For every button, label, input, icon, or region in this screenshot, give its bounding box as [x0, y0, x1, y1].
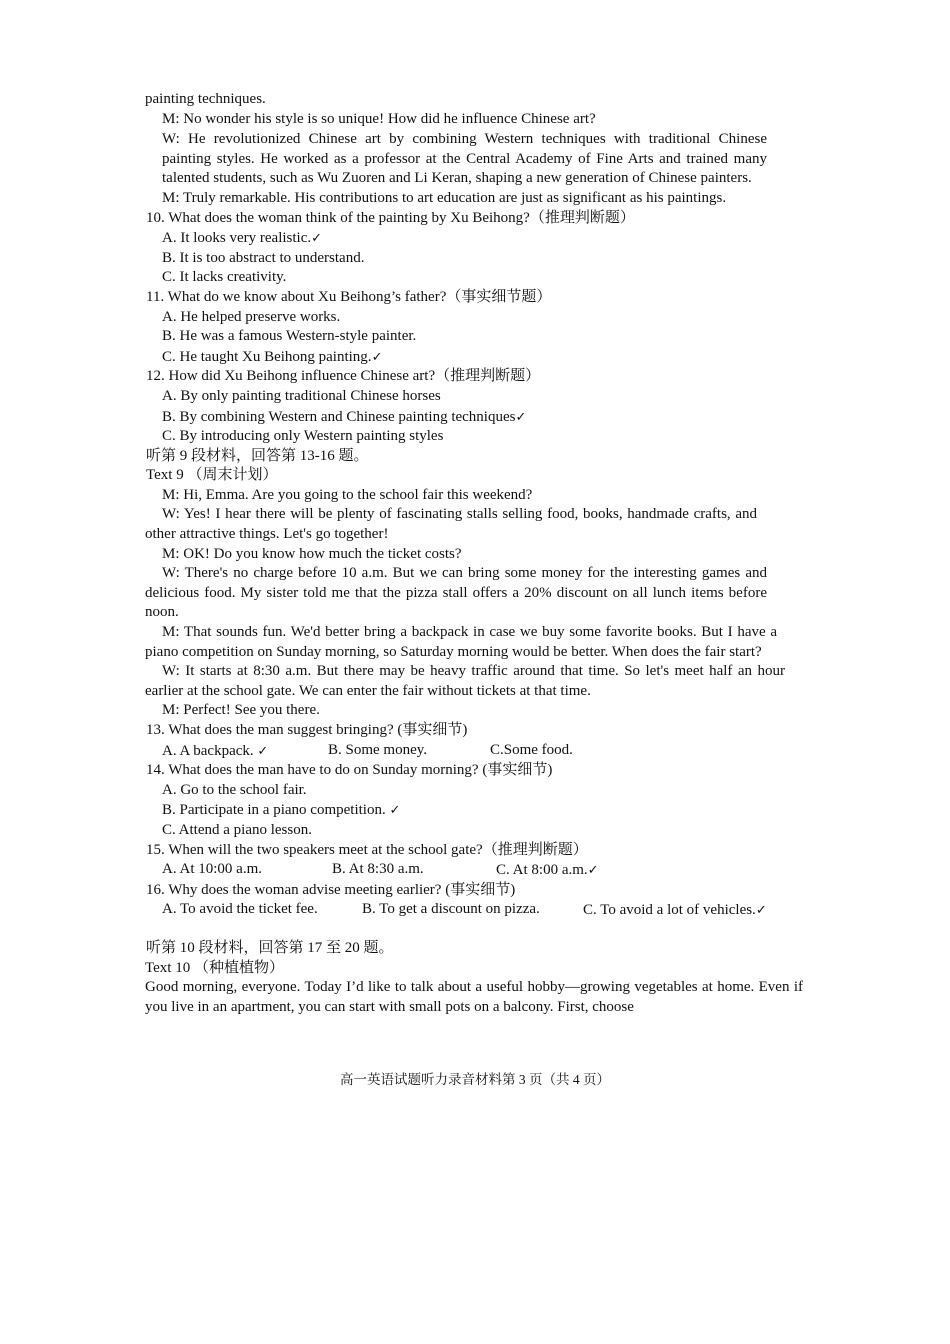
check-mark-icon: ✓ — [311, 230, 323, 246]
option: C. By introducing only Western painting styles — [162, 428, 444, 445]
option-text: C. He taught Xu Beihong painting. — [162, 348, 372, 365]
option — [496, 860, 599, 881]
check-mark-icon: ✓ — [755, 902, 767, 918]
monologue-paragraph: Good morning, everyone. Today I’d like to talk about a useful hobby—growing vegetables at home. Even if you live in an apartment, you can start with small pots on a balcony. First, choose — [145, 979, 803, 1015]
dialogue-line: M: OK! Do you know how much the ticket costs? — [162, 545, 462, 562]
check-mark-icon: ✓ — [371, 348, 383, 364]
dialogue-paragraph: M: That sounds fun. We'd better bring a backpack in case we buy some favorite books. But I have a piano competition on Sunday morning, so Saturday morning would be better. When does the fair start? — [145, 624, 777, 660]
dialogue-paragraph: W: Yes! I hear there will be plenty of fascinating stalls selling food, books, handmade crafts, and other attractive things. Let's go together! — [145, 506, 757, 543]
option: C. Attend a piano lesson. — [162, 821, 312, 838]
question-10: 10. What does the woman think of the painting by Xu Beihong?（推理判断题） — [146, 209, 635, 226]
question-13: 13. What does the man suggest bringing? (事实细节) — [146, 722, 468, 738]
text-heading-10: Text 10 （种植植物） — [145, 959, 284, 976]
section-heading-10: 听第 10 段材料，回答第 17 至 20 题。 — [146, 939, 394, 956]
dialogue-text: W: He revolutionized Chinese art by combining Western techniques with traditional Chinese painting styles. He worked as a professor at the Central Academy of Fine Arts and trained many talented students, such as Wu Zuoren and Li Keran, shaping a new generation of Chinese painters. — [162, 131, 767, 187]
page-footer: 高一英语试题听力录音材料第 3 页（共 4 页） — [340, 1072, 610, 1087]
check-mark-icon: ✓ — [257, 742, 269, 758]
dialogue-paragraph — [145, 130, 767, 189]
option: B. Some money. — [328, 741, 428, 758]
option — [583, 900, 767, 921]
option-text: B. By combining Western and Chinese painting techniques — [162, 408, 516, 425]
option — [145, 407, 805, 428]
option: B. He was a famous Western-style painter. — [162, 328, 417, 345]
document-body — [145, 90, 805, 1017]
option-text: C. At 8:00 a.m. — [496, 862, 588, 879]
dialogue-line: M: No wonder his style is so unique! How did he influence Chinese art? — [162, 110, 596, 127]
option-text: B. Participate in a piano competition. — [162, 802, 386, 819]
option-text: A. It looks very realistic. — [162, 230, 312, 247]
question-11: 11. What do we know about Xu Beihong’s father?（事实细节题） — [146, 288, 552, 305]
question-15: 15. When will the two speakers meet at the school gate?（推理判断题） — [146, 841, 588, 858]
option-text: A. A backpack. — [162, 742, 254, 759]
option — [145, 800, 805, 821]
options-row — [145, 900, 805, 921]
options-row — [145, 860, 805, 881]
dialogue-line: M: Hi, Emma. Are you going to the school fair this weekend? — [162, 486, 533, 503]
option: B. At 8:30 a.m. — [332, 861, 424, 878]
check-mark-icon: ✓ — [515, 408, 527, 424]
dialogue-line: M: Truly remarkable. His contributions to art education are just as significant as his paintings. — [162, 189, 727, 206]
text-line: painting techniques. — [145, 91, 266, 107]
question-16: 16. Why does the woman advise meeting earlier? (事实细节) — [146, 881, 516, 898]
check-mark-icon: ✓ — [587, 862, 599, 878]
option: B. To get a discount on pizza. — [362, 901, 540, 918]
dialogue-paragraph: W: It starts at 8:30 a.m. But there may be heavy traffic around that time. So let's meet half an hour earlier at the school gate. We can enter the fair without tickets at that time. — [145, 663, 785, 699]
option — [145, 347, 805, 368]
option: A. At 10:00 a.m. — [162, 861, 262, 878]
option-text: C. To avoid a lot of vehicles. — [583, 902, 756, 919]
question-14: 14. What does the man have to do on Sunday morning? (事实细节) — [146, 762, 553, 779]
text-heading-9: Text 9 （周末计划） — [146, 467, 278, 484]
option: A. By only painting traditional Chinese horses — [162, 387, 441, 404]
option — [145, 228, 805, 249]
dialogue-line: M: Perfect! See you there. — [162, 702, 320, 719]
question-12: 12. How did Xu Beihong influence Chinese art?（推理判断题） — [146, 368, 541, 385]
options-row — [145, 741, 805, 762]
option: A. Go to the school fair. — [162, 781, 307, 798]
option: A. To avoid the ticket fee. — [162, 901, 318, 918]
option: C.Some food. — [490, 741, 573, 758]
option: B. It is too abstract to understand. — [162, 249, 365, 266]
check-mark-icon: ✓ — [389, 802, 401, 818]
dialogue-paragraph: W: There's no charge before 10 a.m. But we can bring some money for the interesting games and delicious food. My sister told me that the pizza stall offers a 20% discount on all lunch items before noon. — [145, 565, 767, 621]
section-heading-9: 听第 9 段材料，回答第 13-16 题。 — [146, 447, 369, 464]
option — [162, 741, 328, 762]
spacer — [145, 921, 805, 939]
option: A. He helped preserve works. — [162, 308, 341, 325]
option: C. It lacks creativity. — [162, 269, 287, 286]
